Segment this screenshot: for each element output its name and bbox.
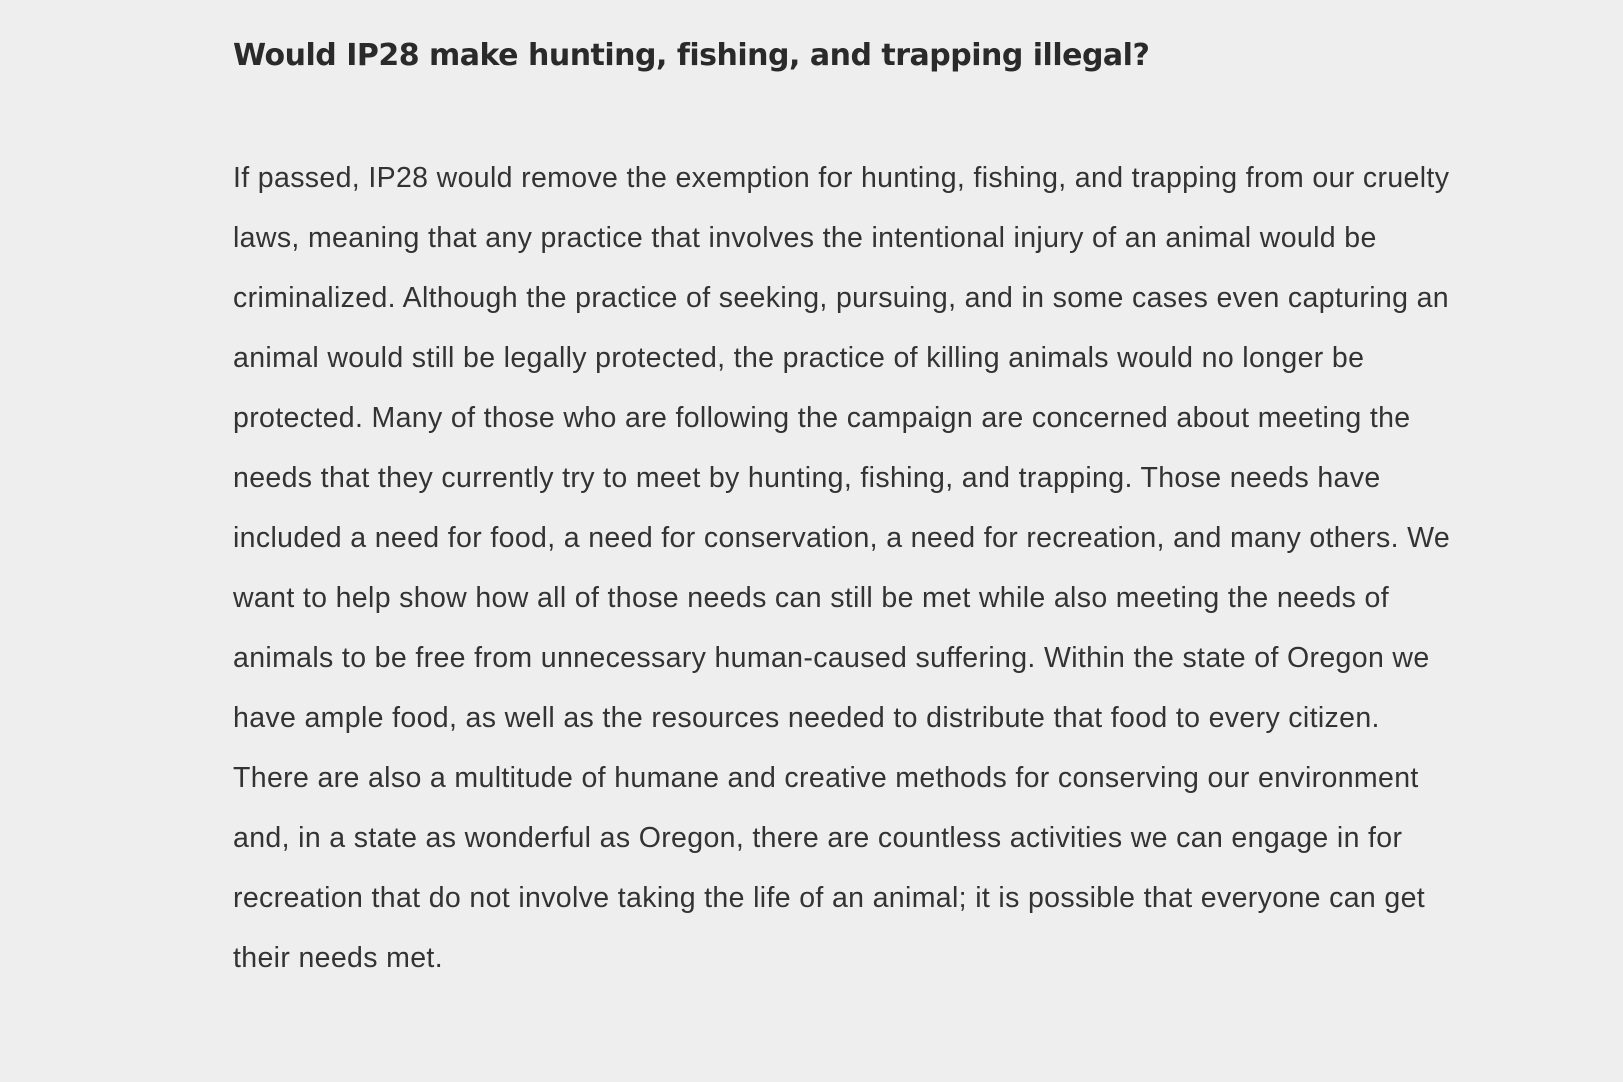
- faq-question-heading: Would IP28 make hunting, fishing, and trapping illegal?: [233, 38, 1150, 73]
- faq-section: [233, 28, 1463, 988]
- faq-answer-paragraph: If passed, IP28 would remove the exemption for hunting, fishing, and trapping from our cruelty laws, meaning that any practice that involves the intentional injury of an animal would be criminalized. Although the practice of seeking, pursuing, and in some cases even capturing an animal would still be legally protected, the practice of killing animals would no longer be protected. Many of those who are following the campaign are concerned about meeting the needs that they currently try to meet by hunting, fishing, and trapping. Those needs have included a need for food, a need for conservation, a need for recreation, and many others. We want to help show how all of those needs can still be met while also meeting the needs of animals to be free from unnecessary human-caused suffering. Within the state of Oregon we have ample food, as well as the resources needed to distribute that food to every citizen. There are also a multitude of humane and creative methods for conserving our environment and, in a state as wonderful as Oregon, there are countless activities we can engage in for recreation that do not involve taking the life of an animal; it is possible that everyone can get their needs met.: [233, 162, 1451, 974]
